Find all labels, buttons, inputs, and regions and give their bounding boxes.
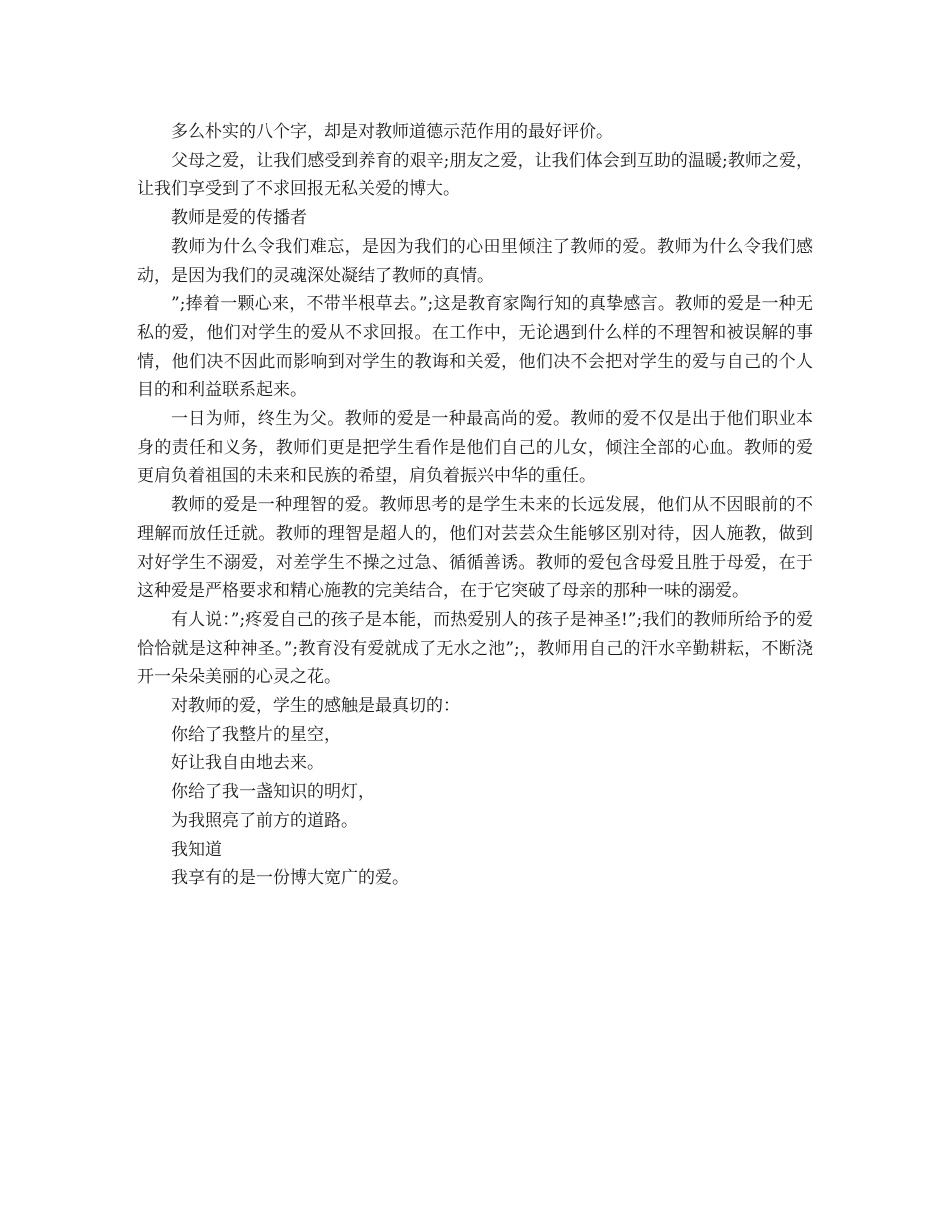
poem-line-4: 为我照亮了前方的道路。 bbox=[171, 810, 358, 831]
paragraph-3: 教师为什么令我们难忘，是因为我们的心田里倾注了教师的爱。教师为什么令我们感动，是因为我们的灵魂深处凝结了教师的真情。 bbox=[137, 236, 813, 286]
paragraph-7: 有人说：”;疼爱自己的孩子是本能，而热爱别人的孩子是神圣!”;我们的教师所给予的爱恰恰就是这种神圣。”;教育没有爱就成了无水之池”;，教师用自己的汗水辛勤耕耘，不断浇开一朵朵美丽的心灵之花。 bbox=[137, 609, 813, 688]
paragraph-8: 对教师的爱，学生的感触是最真切的： bbox=[171, 696, 460, 717]
paragraph-6: 教师的爱是一种理智的爱。教师思考的是学生未来的长远发展，他们从不因眼前的不理解而放任迁就。教师的理智是超人的，他们对芸芸众生能够区别对待，因人施教，做到对好学生不溺爱，对差学生不操之过急、循循善诱。教师的爱包含母爱且胜于母爱，在于这种爱是严格要求和精心施教的完美结合，在于它突破了母亲的那种一味的溺爱。 bbox=[137, 495, 813, 602]
paragraph-5: 一日为师，终生为父。教师的爱是一种最高尚的爱。教师的爱不仅是出于他们职业本身的责任和义务，教师们更是把学生看作是他们自己的儿女，倾注全部的心血。教师的爱更肩负着祖国的未来和民族的希望，肩负着振兴中华的重任。 bbox=[137, 409, 813, 487]
document-body bbox=[137, 118, 813, 893]
section-heading: 教师是爱的传播者 bbox=[171, 208, 307, 229]
paragraph-2: 父母之爱，让我们感受到养育的艰辛;朋友之爱，让我们体会到互助的温暖;教师之爱，让我们享受到了不求回报无私关爱的博大。 bbox=[137, 150, 813, 200]
poem-line-1: 你给了我整片的星空， bbox=[171, 724, 341, 745]
poem-line-5: 我知道 bbox=[171, 839, 222, 860]
poem-line-2: 好让我自由地去来。 bbox=[171, 753, 324, 774]
poem-line-6: 我享有的是一份博大宽广的爱。 bbox=[171, 868, 409, 889]
paragraph-1: 多么朴实的八个字，却是对教师道德示范作用的最好评价。 bbox=[171, 122, 613, 142]
poem-line-3: 你给了我一盏知识的明灯， bbox=[171, 782, 375, 803]
paragraph-4: ”;捧着一颗心来，不带半根草去。”;这是教育家陶行知的真挚感言。教师的爱是一种无私的爱，他们对学生的爱从不求回报。在工作中，无论遇到什么样的不理智和被误解的事情，他们决不因此而影响到对学生的教诲和关爱，他们决不会把对学生的爱与自己的个人目的和利益联系起来。 bbox=[137, 294, 813, 401]
